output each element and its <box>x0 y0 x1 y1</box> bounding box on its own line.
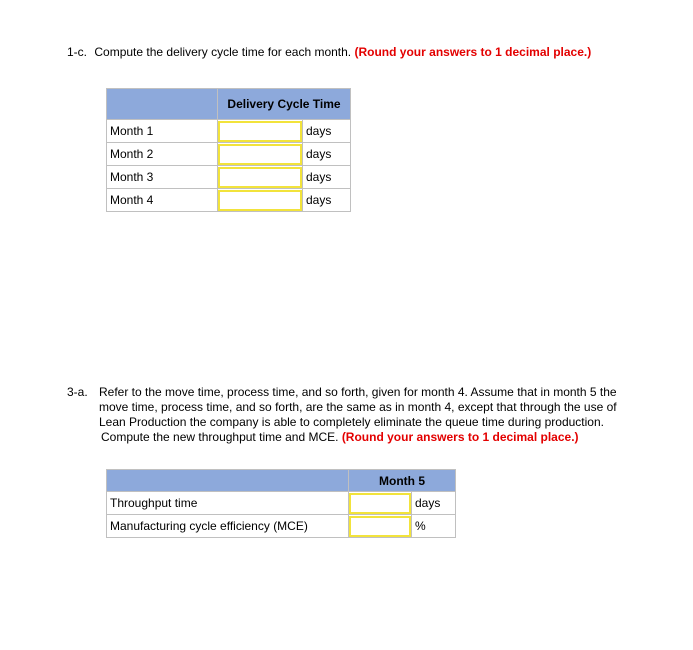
table-header-row <box>107 89 351 120</box>
delivery-cycle-table <box>106 88 351 212</box>
month-1-cell <box>218 120 303 143</box>
table-row <box>107 515 456 538</box>
month-2-cell <box>218 143 303 166</box>
month-1-label: Month 1 <box>107 120 218 143</box>
question-1c <box>67 45 591 59</box>
table-row <box>107 492 456 515</box>
month-4-input[interactable] <box>218 190 302 211</box>
month-3-cell <box>218 166 303 189</box>
throughput-time-unit: days <box>412 492 456 515</box>
month-4-unit: days <box>303 189 351 212</box>
question-1c-round-note: (Round your answers to 1 decimal place.) <box>354 45 592 59</box>
header-blank-cell <box>107 89 218 120</box>
delivery-cycle-time-header: Delivery Cycle Time <box>218 89 351 120</box>
question-3a-text: Compute the new throughput time and MCE. <box>101 430 339 444</box>
question-3a-line-3: Lean Production the company is able to completely eliminate the queue time during production. <box>99 415 604 429</box>
question-3a-number: 3-a. <box>67 385 88 399</box>
question-3a-round-note: (Round your answers to 1 decimal place.) <box>341 430 579 444</box>
throughput-time-input[interactable] <box>349 493 411 514</box>
month-5-header: Month 5 <box>349 470 456 492</box>
month-2-label: Month 2 <box>107 143 218 166</box>
question-1c-text: Compute the delivery cycle time for each month. <box>94 45 352 59</box>
table-header-row <box>107 470 456 492</box>
question-3a-line-1: Refer to the move time, process time, and so forth, given for month 4. Assume that in month 5 the <box>99 385 617 399</box>
month-2-unit: days <box>303 143 351 166</box>
month-5-table <box>106 469 456 538</box>
table-row <box>107 120 351 143</box>
question-3a-line-4 <box>101 430 579 444</box>
table-row <box>107 189 351 212</box>
month-3-label: Month 3 <box>107 166 218 189</box>
mce-input[interactable] <box>349 516 411 537</box>
month-3-input[interactable] <box>218 167 302 188</box>
table-row <box>107 166 351 189</box>
month-4-label: Month 4 <box>107 189 218 212</box>
month-2-input[interactable] <box>218 144 302 165</box>
table-row <box>107 143 351 166</box>
month-3-unit: days <box>303 166 351 189</box>
mce-label: Manufacturing cycle efficiency (MCE) <box>107 515 349 538</box>
mce-unit: % <box>412 515 456 538</box>
question-1c-number: 1-c. <box>67 45 88 59</box>
month-1-input[interactable] <box>218 121 302 142</box>
month-1-unit: days <box>303 120 351 143</box>
month-4-cell <box>218 189 303 212</box>
throughput-time-label: Throughput time <box>107 492 349 515</box>
question-3a-line-2: move time, process time, and so forth, are the same as in month 4, except that through the use of <box>99 400 617 414</box>
mce-cell <box>349 515 412 538</box>
header-blank-cell <box>107 470 349 492</box>
throughput-time-cell <box>349 492 412 515</box>
